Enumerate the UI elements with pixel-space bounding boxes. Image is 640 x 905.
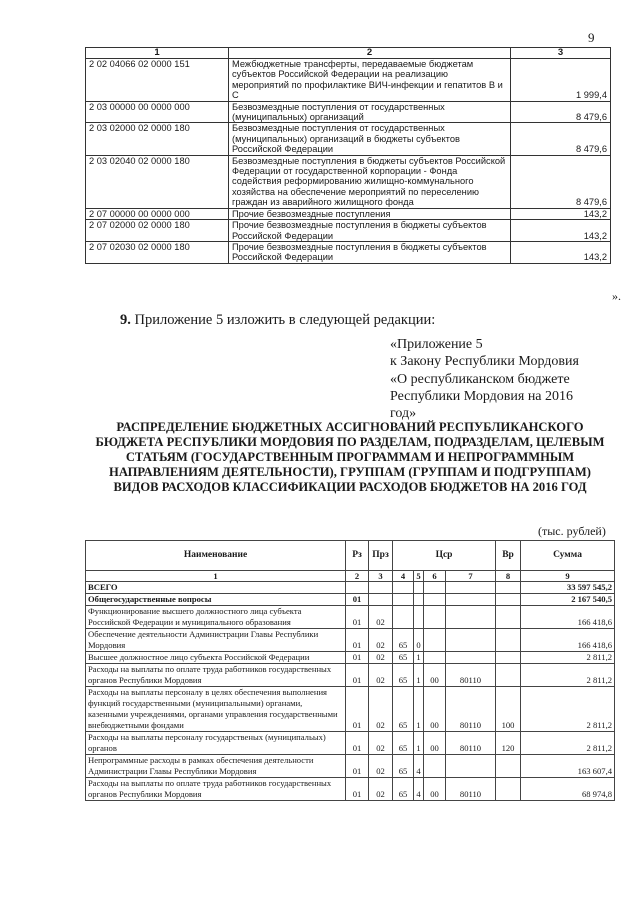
section-code: 01 [346, 664, 369, 687]
subsection-code: 02 [369, 755, 393, 778]
subprogram-code [414, 582, 424, 594]
section-code: 01 [346, 629, 369, 652]
expense-type-code [496, 778, 521, 801]
subprogram-code: 1 [414, 732, 424, 755]
document-title: РАСПРЕДЕЛЕНИЕ БЮДЖЕТНЫХ АССИГНОВАНИЙ РЕСПУБЛИКАНСКОГО БЮДЖЕТА РЕСПУБЛИКИ МОРДОВИЯ ПО РАЗДЕЛАМ, ПОДРАЗДЕЛАМ, ЦЕЛЕВЫМ СТАТЬЯМ (ГОСУДАРСТВЕННЫМ ПРОГРАММАМ И НЕПРОГРАММНЫМ НАПРАВЛЕНИЯМ ДЕЯТЕЛЬНОСТИ), ГРУППАМ (ГРУППАМ И ПОДГРУППАМ) ВИДОВ РАСХОДОВ КЛАССИФИКАЦИИ РАСХОДОВ БЮДЖЕТОВ НА 2016 ГОД [95, 420, 605, 494]
amount: 163 607,4 [521, 755, 615, 778]
program-code: 65 [393, 652, 414, 664]
expense-type-code [496, 664, 521, 687]
column-number: 8 [496, 571, 521, 582]
table-row [86, 101, 611, 123]
main-activity-code: 00 [424, 664, 446, 687]
appendix-line: Республики Мордовия на 2016 [390, 388, 574, 404]
column-number: 2 [346, 571, 369, 582]
table-row [86, 732, 615, 755]
amount: 8 479,6 [511, 155, 611, 208]
main-activity-code: 00 [424, 687, 446, 732]
direction-code [446, 652, 496, 664]
page-number: 9 [588, 30, 595, 45]
item-text: Приложение 5 изложить в следующей редакции: [130, 312, 436, 328]
appendix-line: «О республиканском бюджете [390, 371, 570, 387]
table-row [86, 687, 615, 732]
subsection-code: 02 [369, 629, 393, 652]
section-code: 01 [346, 732, 369, 755]
amount: 68 974,8 [521, 778, 615, 801]
row-name: Расходы на выплаты персоналу государственых (муниципальых) органов [86, 732, 346, 755]
direction-code [446, 755, 496, 778]
program-code: 65 [393, 755, 414, 778]
amount: 2 811,2 [521, 687, 615, 732]
main-activity-code [424, 606, 446, 629]
revenue-name: Безвозмездные поступления от государственных (муниципальных) организаций [229, 101, 511, 123]
appendix-header [390, 336, 579, 422]
amount: 2 167 540,5 [521, 594, 615, 606]
subsection-code: 02 [369, 687, 393, 732]
program-code: 65 [393, 687, 414, 732]
direction-code: 80110 [446, 664, 496, 687]
closing-quote: ». [612, 289, 621, 303]
amount: 8 479,6 [511, 101, 611, 123]
header-rz: Рз [346, 541, 369, 571]
budget-code: 2 02 04066 02 0000 151 [86, 59, 229, 102]
column-header: 3 [511, 48, 611, 59]
section-code: 01 [346, 606, 369, 629]
subprogram-code: 1 [414, 687, 424, 732]
row-name: Функционирование высшего должностного лица субъекта Российской Федерации и муниципального образования [86, 606, 346, 629]
column-number: 4 [393, 571, 414, 582]
header-sum: Сумма [521, 541, 615, 571]
amount: 1 999,4 [511, 59, 611, 102]
column-number: 7 [446, 571, 496, 582]
revenue-name: Прочие безвозмездные поступления в бюджеты субъектов Российской Федерации [229, 241, 511, 263]
main-activity-code [424, 755, 446, 778]
expense-type-code [496, 652, 521, 664]
budget-code: 2 07 02030 02 0000 180 [86, 241, 229, 263]
program-code: 65 [393, 732, 414, 755]
direction-code: 80110 [446, 778, 496, 801]
column-header: 2 [229, 48, 511, 59]
revenue-name: Безвозмездные поступления в бюджеты субъектов Российской Федерации от государственной корпорации - Фонда содействия реформированию жилищно-коммунального хозяйства на обеспечение мероприятий по переселению граждан из аварийного жилищного фонда [229, 155, 511, 208]
column-number: 6 [424, 571, 446, 582]
row-name: Высшее должностное лицо субъекта Российской Федерации [86, 652, 346, 664]
table-row [86, 241, 611, 263]
main-activity-code [424, 652, 446, 664]
item-number: 9. [120, 312, 131, 328]
table-row [86, 755, 615, 778]
appendix-line: к Закону Республики Мордовия [390, 354, 579, 370]
direction-code [446, 594, 496, 606]
main-activity-code [424, 629, 446, 652]
amount: 166 418,6 [521, 629, 615, 652]
table-row [86, 59, 611, 102]
expense-type-code [496, 606, 521, 629]
amount: 2 811,2 [521, 652, 615, 664]
subsection-code: 02 [369, 652, 393, 664]
budget-allocation-table [85, 540, 615, 801]
table-row [86, 594, 615, 606]
amount: 2 811,2 [521, 664, 615, 687]
section-code: 01 [346, 687, 369, 732]
row-name: Непрограммные расходы в рамках обеспечения деятельности Администрации Главы Республики Мордовия [86, 755, 346, 778]
budget-code: 2 03 00000 00 0000 000 [86, 101, 229, 123]
expense-type-code [496, 594, 521, 606]
header-csr: Цср [393, 541, 496, 571]
column-number: 1 [86, 571, 346, 582]
expense-type-code [496, 582, 521, 594]
subprogram-code: 4 [414, 755, 424, 778]
expense-type-code: 100 [496, 687, 521, 732]
revenue-table [85, 47, 611, 264]
main-activity-code: 00 [424, 778, 446, 801]
program-code [393, 606, 414, 629]
subprogram-code: 4 [414, 778, 424, 801]
subsection-code: 02 [369, 732, 393, 755]
table-row [86, 652, 615, 664]
subsection-code: 02 [369, 664, 393, 687]
main-activity-code [424, 582, 446, 594]
subsection-code: 02 [369, 778, 393, 801]
row-name: Обеспечение деятельности Администрации Главы Республики Мордовия [86, 629, 346, 652]
revenue-name: Безвозмездные поступления от государственных (муниципальных) организаций в бюджеты субъектов Российской Федерации [229, 123, 511, 155]
program-code [393, 582, 414, 594]
subprogram-code [414, 606, 424, 629]
amount: 8 479,6 [511, 123, 611, 155]
main-activity-code: 00 [424, 732, 446, 755]
row-name: ВСЕГО [86, 582, 346, 594]
amount: 2 811,2 [521, 732, 615, 755]
table-row [86, 123, 611, 155]
row-name: Общегосударственные вопросы [86, 594, 346, 606]
table-row [86, 606, 615, 629]
program-code: 65 [393, 778, 414, 801]
expense-type-code [496, 755, 521, 778]
section-code: 01 [346, 755, 369, 778]
program-code [393, 594, 414, 606]
appendix-line: год» [390, 406, 417, 422]
column-number: 9 [521, 571, 615, 582]
budget-code: 2 07 02000 02 0000 180 [86, 220, 229, 242]
column-header: 1 [86, 48, 229, 59]
direction-code [446, 582, 496, 594]
revenue-name: Прочие безвозмездные поступления [229, 208, 511, 219]
table-row [86, 220, 611, 242]
direction-code [446, 629, 496, 652]
amount: 166 418,6 [521, 606, 615, 629]
table-row [86, 208, 611, 219]
column-number-row [86, 571, 615, 582]
amount: 33 597 545,2 [521, 582, 615, 594]
expense-type-code: 120 [496, 732, 521, 755]
table-row [86, 629, 615, 652]
subprogram-code: 1 [414, 664, 424, 687]
amount: 143,2 [511, 241, 611, 263]
item-9-heading [120, 312, 435, 329]
header-name: Наименование [86, 541, 346, 571]
section-code: 01 [346, 594, 369, 606]
header-prz: Прз [369, 541, 393, 571]
column-number: 5 [414, 571, 424, 582]
program-code: 65 [393, 629, 414, 652]
table-row [86, 664, 615, 687]
units-label: (тыс. рублей) [538, 524, 606, 538]
table-header-row [86, 541, 615, 571]
direction-code: 80110 [446, 732, 496, 755]
subsection-code [369, 594, 393, 606]
row-name: Расходы на выплаты по оплате труда работников государственных органов Республики Мордовия [86, 664, 346, 687]
subprogram-code: 1 [414, 652, 424, 664]
revenue-name: Прочие безвозмездные поступления в бюджеты субъектов Российской Федерации [229, 220, 511, 242]
section-code [346, 582, 369, 594]
row-name: Расходы на выплаты персоналу в целях обеспечения выполнения функций государственными (муниципальными) органами, казенными учреждениями, органами управления государственными внебюджетными фондами [86, 687, 346, 732]
subprogram-code: 0 [414, 629, 424, 652]
amount: 143,2 [511, 220, 611, 242]
main-activity-code [424, 594, 446, 606]
column-number: 3 [369, 571, 393, 582]
section-code: 01 [346, 778, 369, 801]
budget-code: 2 03 02040 02 0000 180 [86, 155, 229, 208]
direction-code [446, 606, 496, 629]
expense-type-code [496, 629, 521, 652]
row-name: Расходы на выплаты по оплате труда работников государственных органов Республики Мордовия [86, 778, 346, 801]
amount: 143,2 [511, 208, 611, 219]
direction-code: 80110 [446, 687, 496, 732]
subprogram-code [414, 594, 424, 606]
table-header-row [86, 48, 611, 59]
table-row [86, 582, 615, 594]
program-code: 65 [393, 664, 414, 687]
subsection-code [369, 582, 393, 594]
header-vr: Вр [496, 541, 521, 571]
table-row [86, 778, 615, 801]
appendix-line: «Приложение 5 [390, 337, 483, 352]
budget-code: 2 03 02000 02 0000 180 [86, 123, 229, 155]
budget-code: 2 07 00000 00 0000 000 [86, 208, 229, 219]
section-code: 01 [346, 652, 369, 664]
table-row [86, 155, 611, 208]
revenue-name: Межбюджетные трансферты, передаваемые бюджетам субъектов Российской Федерации на реализацию мероприятий по профилактике ВИЧ-инфекции и гепатитов B и C [229, 59, 511, 102]
subsection-code: 02 [369, 606, 393, 629]
